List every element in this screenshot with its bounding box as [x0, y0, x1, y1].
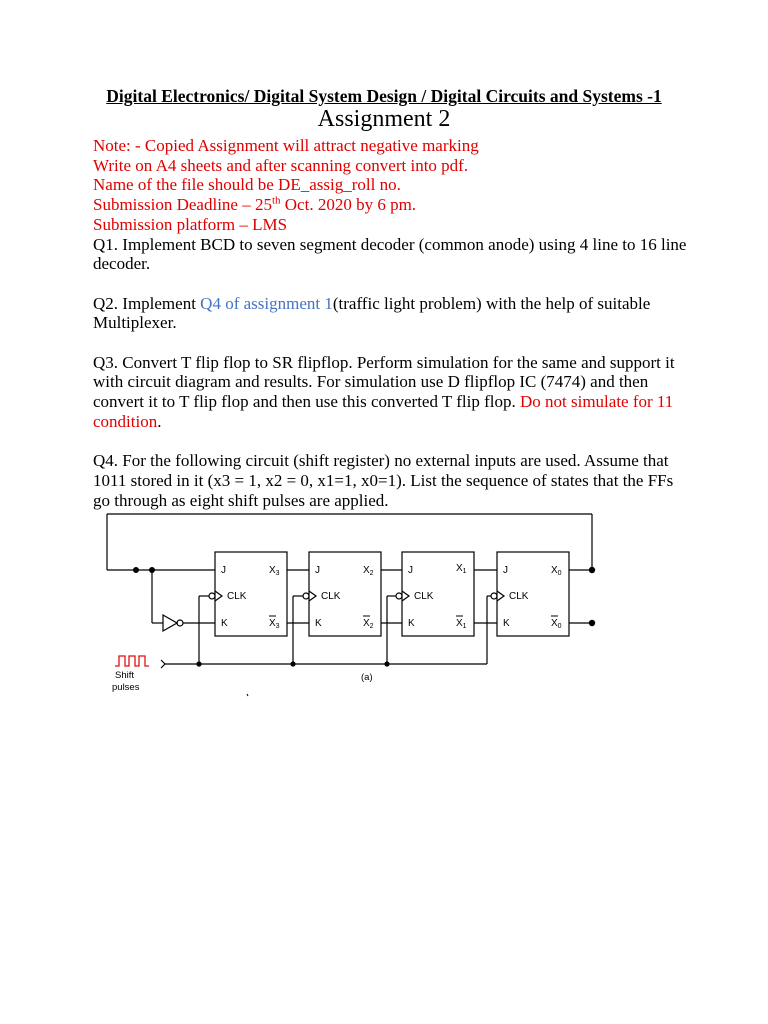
deadline-text: Submission Deadline – 25 [93, 195, 272, 215]
deadline-superscript: th [271, 194, 281, 207]
question-3 [93, 353, 693, 432]
ff2-qbar-label: $X_2$ [363, 618, 374, 630]
note-platform: Submission platform – LMS [93, 214, 288, 234]
course-title: Digital Electronics/ Digital System Design / Digital Circuits and Systems -1 [106, 86, 662, 106]
ff1-q-label: $X_1$ [456, 563, 467, 575]
shift-register-diagram [95, 510, 615, 700]
shift-label: Shift [115, 670, 135, 681]
question-2 [93, 294, 693, 333]
q3-end: . [157, 411, 162, 431]
ff2-j-label: J [315, 565, 320, 576]
deadline-text-end: Oct. 2020 by 6 pm. [280, 195, 417, 215]
ff3-k-label: K [221, 618, 228, 629]
q2-text-end: (traffic light problem) with the help of suitable Multiplexer. [93, 293, 651, 333]
ff3-qbar-label: $X_3$ [269, 618, 280, 630]
figure-caption: (a) [361, 672, 373, 683]
note-deadline [93, 195, 693, 215]
ff0-qbar-label: $X_0$ [551, 618, 562, 630]
ff3-clk-label: CLK [227, 591, 247, 602]
ff1-qbar-label: $X_1$ [456, 618, 467, 630]
assignment-1-link[interactable]: Q4 of assignment 1 [200, 293, 333, 313]
ff2-k-label: K [315, 618, 322, 629]
ff0-k-label: K [503, 618, 510, 629]
note-copied: Note: - Copied Assignment will attract negative marking [93, 136, 479, 155]
ff3-q-label: $X_3$ [269, 565, 280, 577]
ff2-q-label: $X_2$ [363, 565, 374, 577]
ff3-j-label: J [221, 565, 226, 576]
ff0-j-label: J [503, 565, 508, 576]
note-filename: Name of the file should be DE_assig_roll no. [93, 175, 401, 195]
q3-warning: Do not simulate for 11 condition [93, 392, 674, 431]
q3-text: Q3. Convert T flip flop to SR flipflop. Perform simulation for the same and support it with circuit diagram and results. For simulation use D flipflop IC (7474) and then convert it to T flip flop and then use this converted T flip flop. [93, 352, 675, 412]
ff0-clk-label: CLK [509, 591, 529, 602]
pulses-label: pulses [112, 682, 140, 693]
q2-text: Q2. Implement [93, 293, 201, 313]
assignment-body [93, 136, 693, 510]
ff1-j-label: J [408, 565, 413, 576]
ff1-k-label: K [408, 618, 415, 629]
question-4: Q4. For the following circuit (shift register) no external inputs are used. Assume that 1011 stored in it (x3 = 1, x2 = 0, x1=1, x0=1). List the sequence of states that the FFs go through as eight shift pulses are applied. [93, 451, 674, 510]
ff1-clk-label: CLK [414, 591, 434, 602]
ff2-clk-label: CLK [321, 591, 341, 602]
assignment-title: Assignment 2 [317, 106, 451, 132]
question-1: Q1. Implement BCD to seven segment decoder (common anode) using 4 line to 16 line decoder. [93, 234, 687, 274]
ff0-q-label: $X_0$ [551, 565, 562, 577]
note-write: Write on A4 sheets and after scanning convert into pdf. [93, 155, 469, 175]
